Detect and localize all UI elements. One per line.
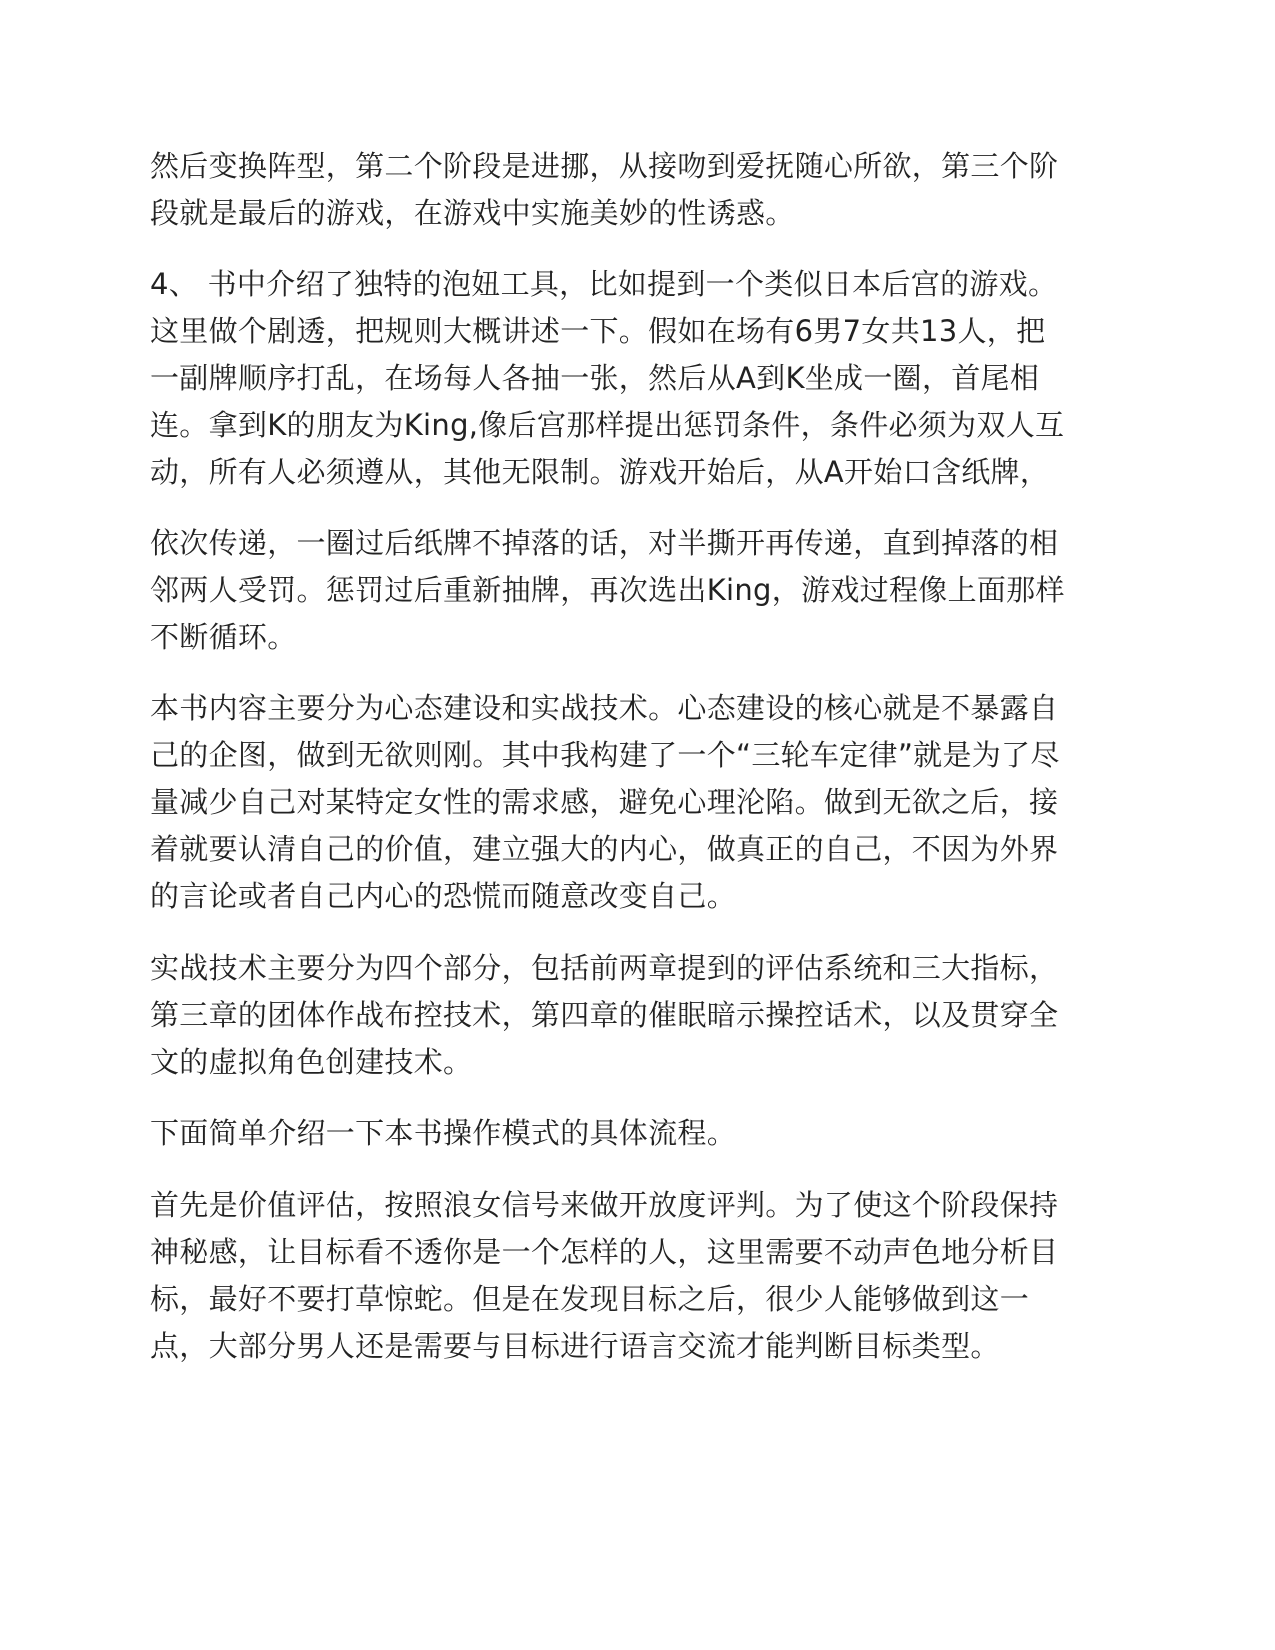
- text-line: 一副牌顺序打乱，在场每人各抽一张，然后从A到K坐成一圈，首尾相: [150, 361, 1040, 395]
- text-line: 文的虚拟角色创建技术。: [150, 1045, 473, 1079]
- text-line: 下面简单介绍一下本书操作模式的具体流程。: [150, 1116, 737, 1150]
- text-line: 段就是最后的游戏，在游戏中实施美妙的性诱惑。: [150, 196, 795, 230]
- text-line: 神秘感，让目标看不透你是一个怎样的人，这里需要不动声色地分析目: [150, 1235, 1059, 1269]
- text-line: 标，最好不要打草惊蛇。但是在发现目标之后，很少人能够做到这一: [150, 1282, 1030, 1316]
- text-line: 这里做个剧透，把规则大概讲述一下。假如在场有6男7女共13人，把: [150, 314, 1046, 348]
- text-line: 的言论或者自己内心的恐慌而随意改变自己。: [150, 879, 737, 913]
- text-line: 着就要认清自己的价值，建立强大的内心，做真正的自己，不因为外界: [150, 832, 1059, 866]
- text-line: 依次传递，一圈过后纸牌不掉落的话，对半撕开再传递，直到掉落的相: [150, 526, 1059, 560]
- text-line: 动，所有人必须遵从，其他无限制。游戏开始后，从A开始口含纸牌，: [150, 455, 1050, 489]
- text-line: 量减少自己对某特定女性的需求感，避免心理沦陷。做到无欲之后，接: [150, 785, 1059, 819]
- text-line: 点，大部分男人还是需要与目标进行语言交流才能判断目标类型。: [150, 1329, 1000, 1363]
- text-line: 实战技术主要分为四个部分，包括前两章提到的评估系统和三大指标，: [150, 951, 1059, 985]
- text-line: 第三章的团体作战布控技术，第四章的催眠暗示操控话术，以及贯穿全: [150, 998, 1059, 1032]
- text-line: 然后变换阵型，第二个阶段是进挪，从接吻到爱抚随心所欲，第三个阶: [150, 149, 1059, 183]
- text-line: 本书内容主要分为心态建设和实战技术。心态建设的核心就是不暴露自: [150, 691, 1059, 725]
- text-line: 首先是价值评估，按照浪女信号来做开放度评判。为了使这个阶段保持: [150, 1188, 1059, 1222]
- text-line: 己的企图，做到无欲则刚。其中我构建了一个“三轮车定律”就是为了尽: [150, 738, 1060, 772]
- text-line: 邻两人受罚。惩罚过后重新抽牌，再次选出King，游戏过程像上面那样: [150, 573, 1065, 607]
- text-line: 连。拿到K的朋友为King,像后宫那样提出惩罚条件，条件必须为双人互: [150, 408, 1065, 442]
- text-line: 4、 书中介绍了独特的泡妞工具，比如提到一个类似日本后宫的游戏。: [150, 267, 1058, 301]
- text-line: 不断循环。: [150, 620, 297, 654]
